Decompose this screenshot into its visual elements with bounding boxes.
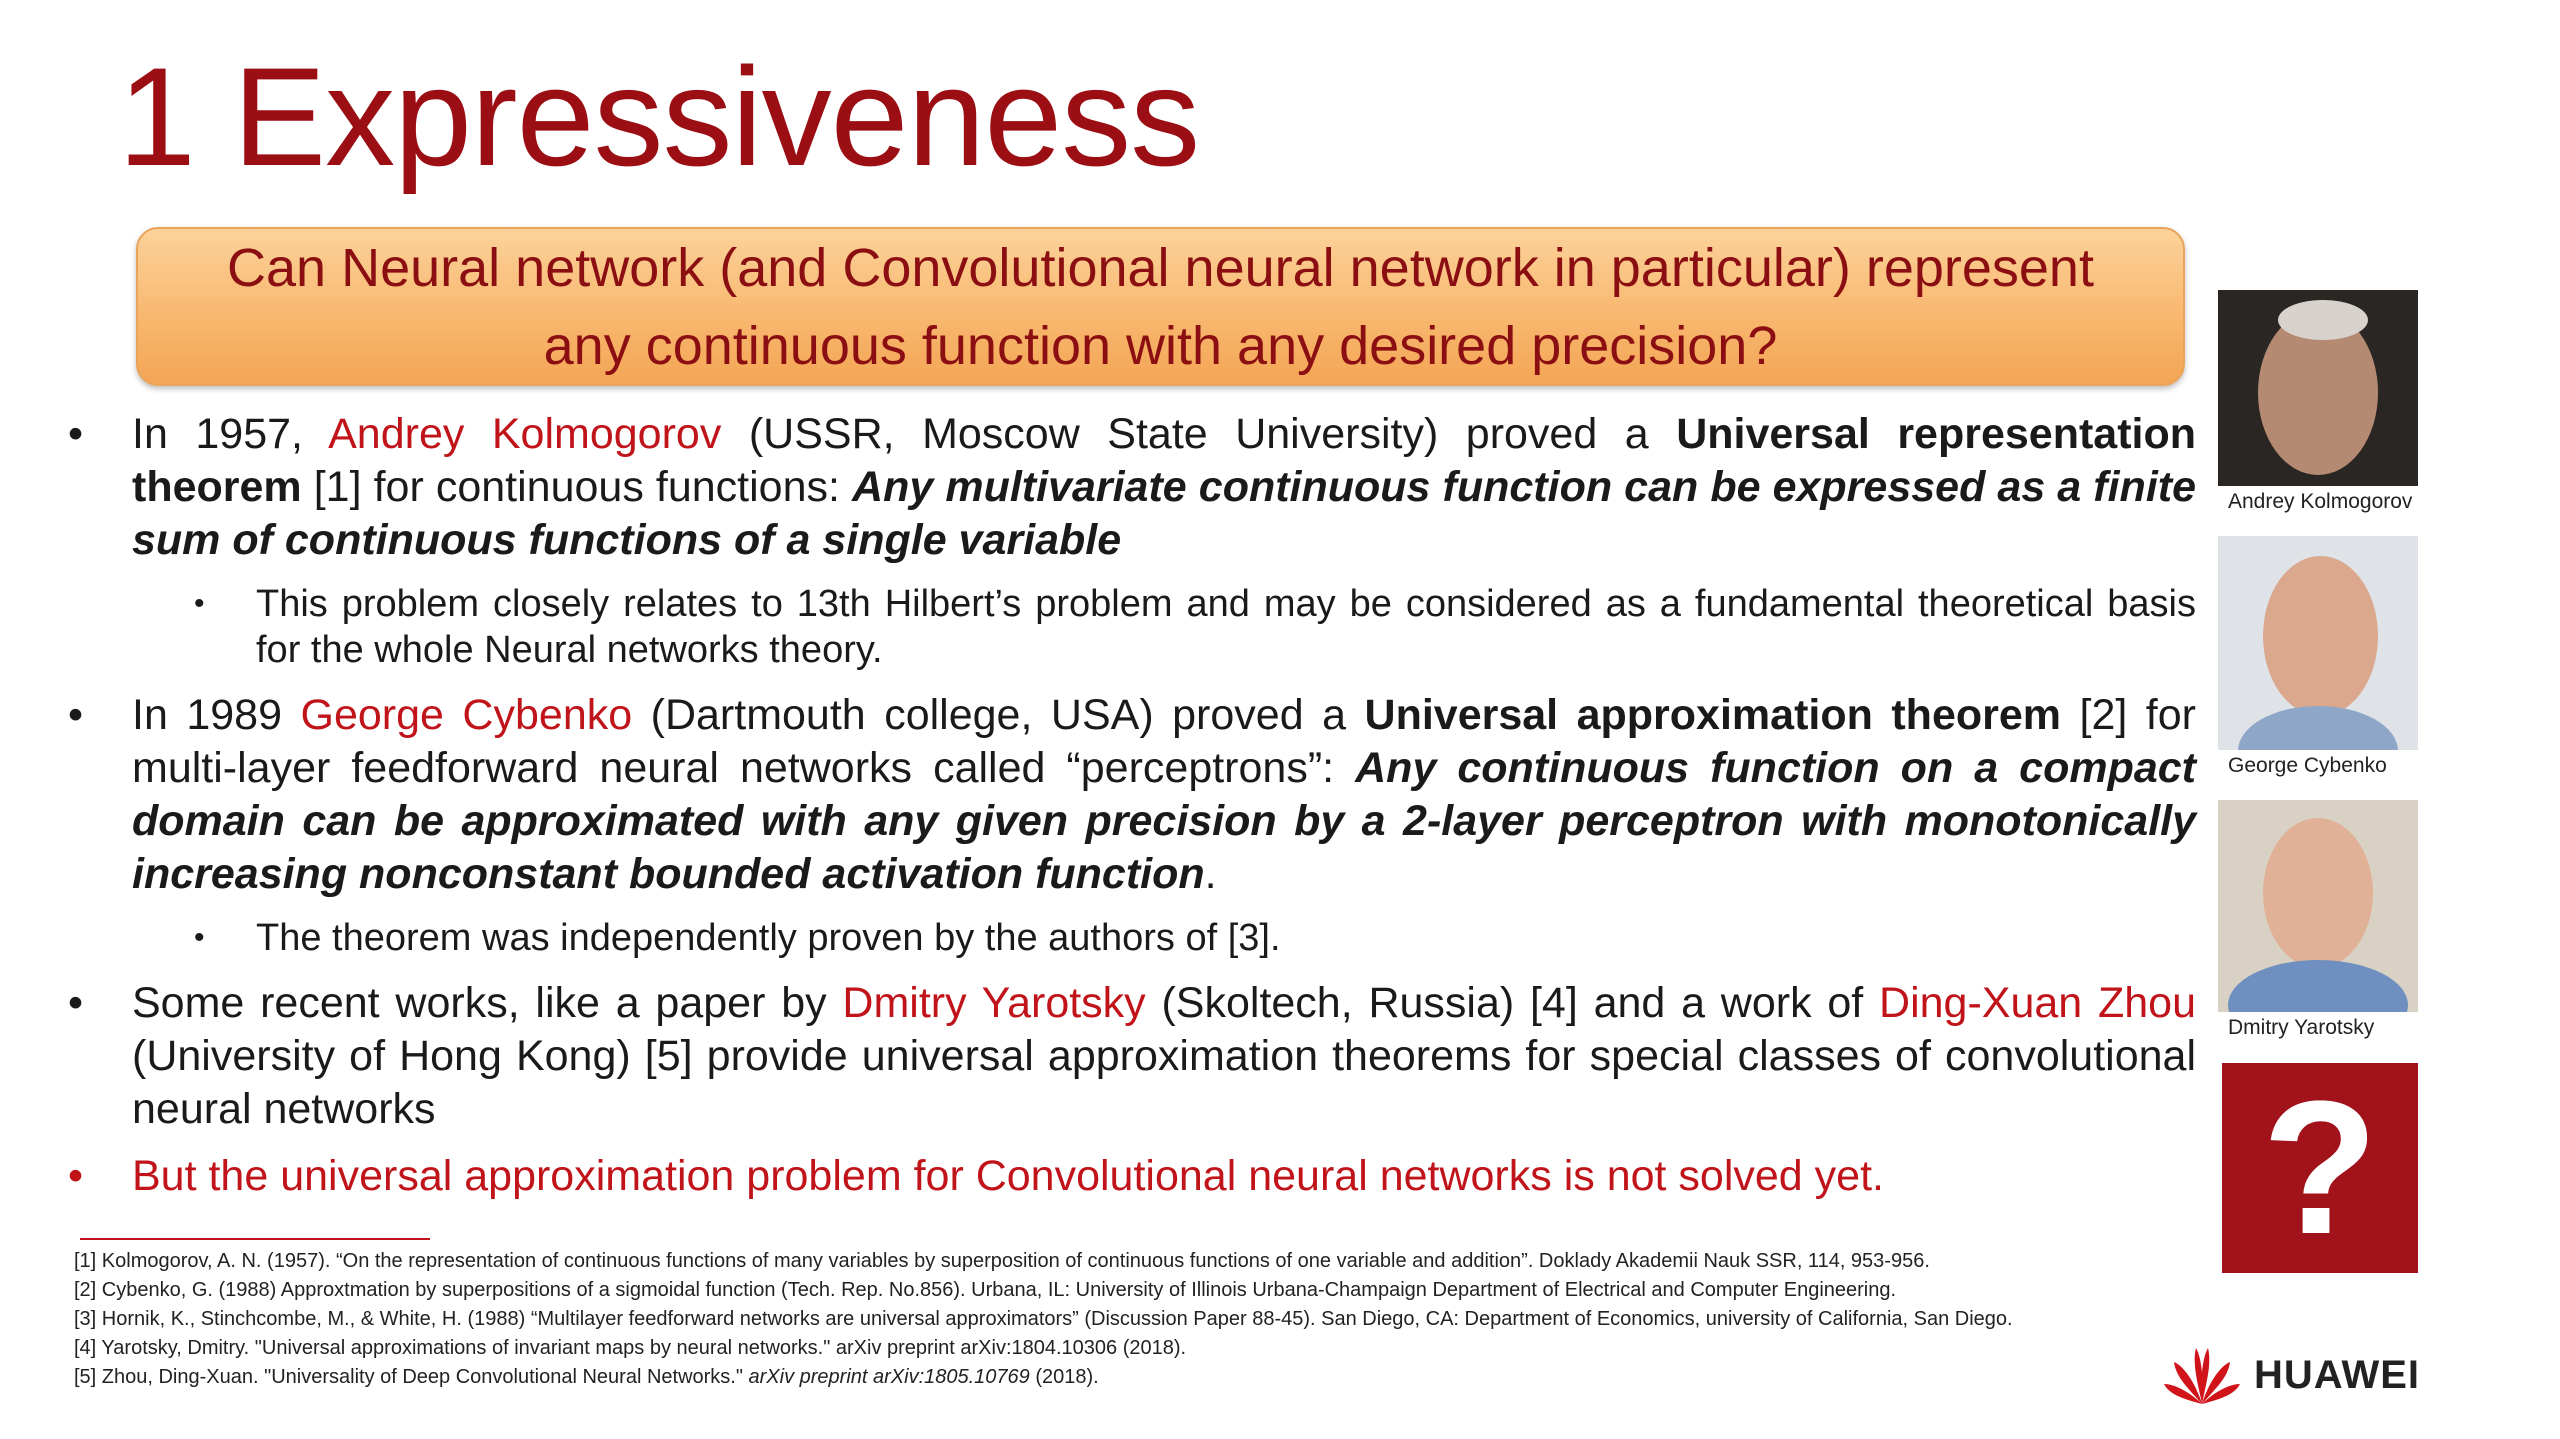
question-text: Can Neural network (and Convolutional neural network in particular) represent any continuous function with any desired precision?	[227, 237, 2094, 376]
photo-kolmogorov	[2218, 290, 2418, 514]
question-mark-box: ?	[2222, 1063, 2418, 1273]
person-name: Andrey Kolmogorov	[328, 410, 722, 458]
text: In 1989	[132, 691, 301, 739]
bullet-kolmogorov	[66, 408, 2196, 567]
bullet-dot: •	[68, 1152, 84, 1200]
text: But the universal approximation problem for Convolutional neural networks is not solved yet.	[132, 1152, 1884, 1200]
reference-4: [4] Yarotsky, Dmitry. "Universal approximations of invariant maps by neural networks." arXiv preprint arXiv:1804.10306 (2018).	[74, 1337, 1187, 1359]
reference-2: [2] Cybenko, G. (1988) Approxtmation by superpositions of a sigmoidal function (Tech. Rep. No.856). Urbana, IL: University of Illinois Urbana-Champaign Department of Electrical and Computer Engineering.	[74, 1279, 1897, 1301]
logo-text: HUAWEI	[2254, 1352, 2420, 1397]
question-box	[136, 227, 2185, 386]
person-name: Ding-Xuan Zhou	[1879, 979, 2197, 1027]
person-name: George Cybenko	[300, 691, 633, 739]
references-divider	[80, 1238, 430, 1240]
bullet-cybenko	[66, 689, 2196, 901]
bullet-recent-works	[66, 977, 2196, 1136]
sub-bullet-independent	[66, 915, 2196, 961]
theorem-statement: Any multivariate continuous function can be expressed as a finite sum of continuous functions of a single variable	[132, 463, 2196, 564]
photo-cybenko	[2218, 536, 2418, 778]
huawei-logo	[2162, 1340, 2420, 1410]
text: (University of Hong Kong) [5] provide universal approximation theorems for special classes of convolutional neural networks	[132, 1032, 2196, 1133]
text: This problem closely relates to 13th Hilbert’s problem and may be considered as a fundamental theoretical basis for the whole Neural networks theory.	[256, 583, 2196, 671]
portrait-image	[2218, 290, 2418, 486]
text: The theorem was independently proven by the authors of [3].	[256, 917, 1281, 959]
text: [2] for multi-layer feedforward neural networks called “perceptrons”:	[132, 691, 2196, 792]
reference-3: [3] Hornik, K., Stinchcombe, M., & White, H. (1988) “Multilayer feedforward networks are universal approximators” (Discussion Paper 88-45). San Diego, CA: Department of Economics, university of California, San Diego.	[74, 1308, 2013, 1330]
theorem-name: Universal representation theorem	[132, 410, 2197, 511]
portrait-image	[2218, 536, 2418, 750]
sub-bullet-hilbert	[66, 581, 2196, 673]
bullet-dot: •	[68, 410, 84, 458]
theorem-statement: Any continuous function on a compact domain can be approximated with any given precision by a 2-layer perceptron with monotonically increasing nonconstant bounded activation function	[132, 744, 2197, 898]
reference-5: [5] Zhou, Ding-Xuan. "Universality of Deep Convolutional Neural Networks." arXiv preprint arXiv:1805.10769 (2018).	[74, 1366, 1099, 1388]
references	[74, 1247, 2254, 1392]
text: (USSR, Moscow State University) proved a	[721, 410, 1677, 458]
person-name: Dmitry Yarotsky	[842, 979, 1146, 1027]
theorem-name: Universal approximation theorem	[1364, 691, 2062, 739]
text: (Skoltech, Russia) [4] and a work of	[1145, 979, 1880, 1027]
reference-1: [1] Kolmogorov, A. N. (1957). “On the representation of continuous functions of many variables by superposition of continuous functions of one variable and addition”. Doklady Akademii Nauk SSR, 114, 953-956.	[74, 1250, 1930, 1272]
text: (Dartmouth college, USA) proved a	[632, 691, 1365, 739]
slide-body	[66, 408, 2196, 1217]
text: In 1957,	[132, 410, 329, 458]
bullet-dot: •	[194, 587, 205, 620]
portrait-image	[2218, 800, 2418, 1012]
bullet-dot: •	[68, 691, 84, 739]
slide-title: 1 Expressiveness	[118, 38, 1200, 195]
bullet-dot: •	[68, 979, 84, 1027]
photo-caption: Dmitry Yarotsky	[2228, 1016, 2375, 1039]
text: .	[1204, 850, 1217, 898]
photo-caption: George Cybenko	[2228, 754, 2387, 777]
huawei-flower-icon	[2162, 1344, 2242, 1406]
photo-yarotsky	[2218, 800, 2418, 1040]
text: Some recent works, like a paper by	[132, 979, 843, 1027]
bullet-unsolved	[66, 1150, 2196, 1203]
bullet-dot: •	[194, 921, 205, 954]
photo-caption: Andrey Kolmogorov	[2228, 490, 2413, 513]
text: [1] for continuous functions:	[301, 463, 853, 511]
